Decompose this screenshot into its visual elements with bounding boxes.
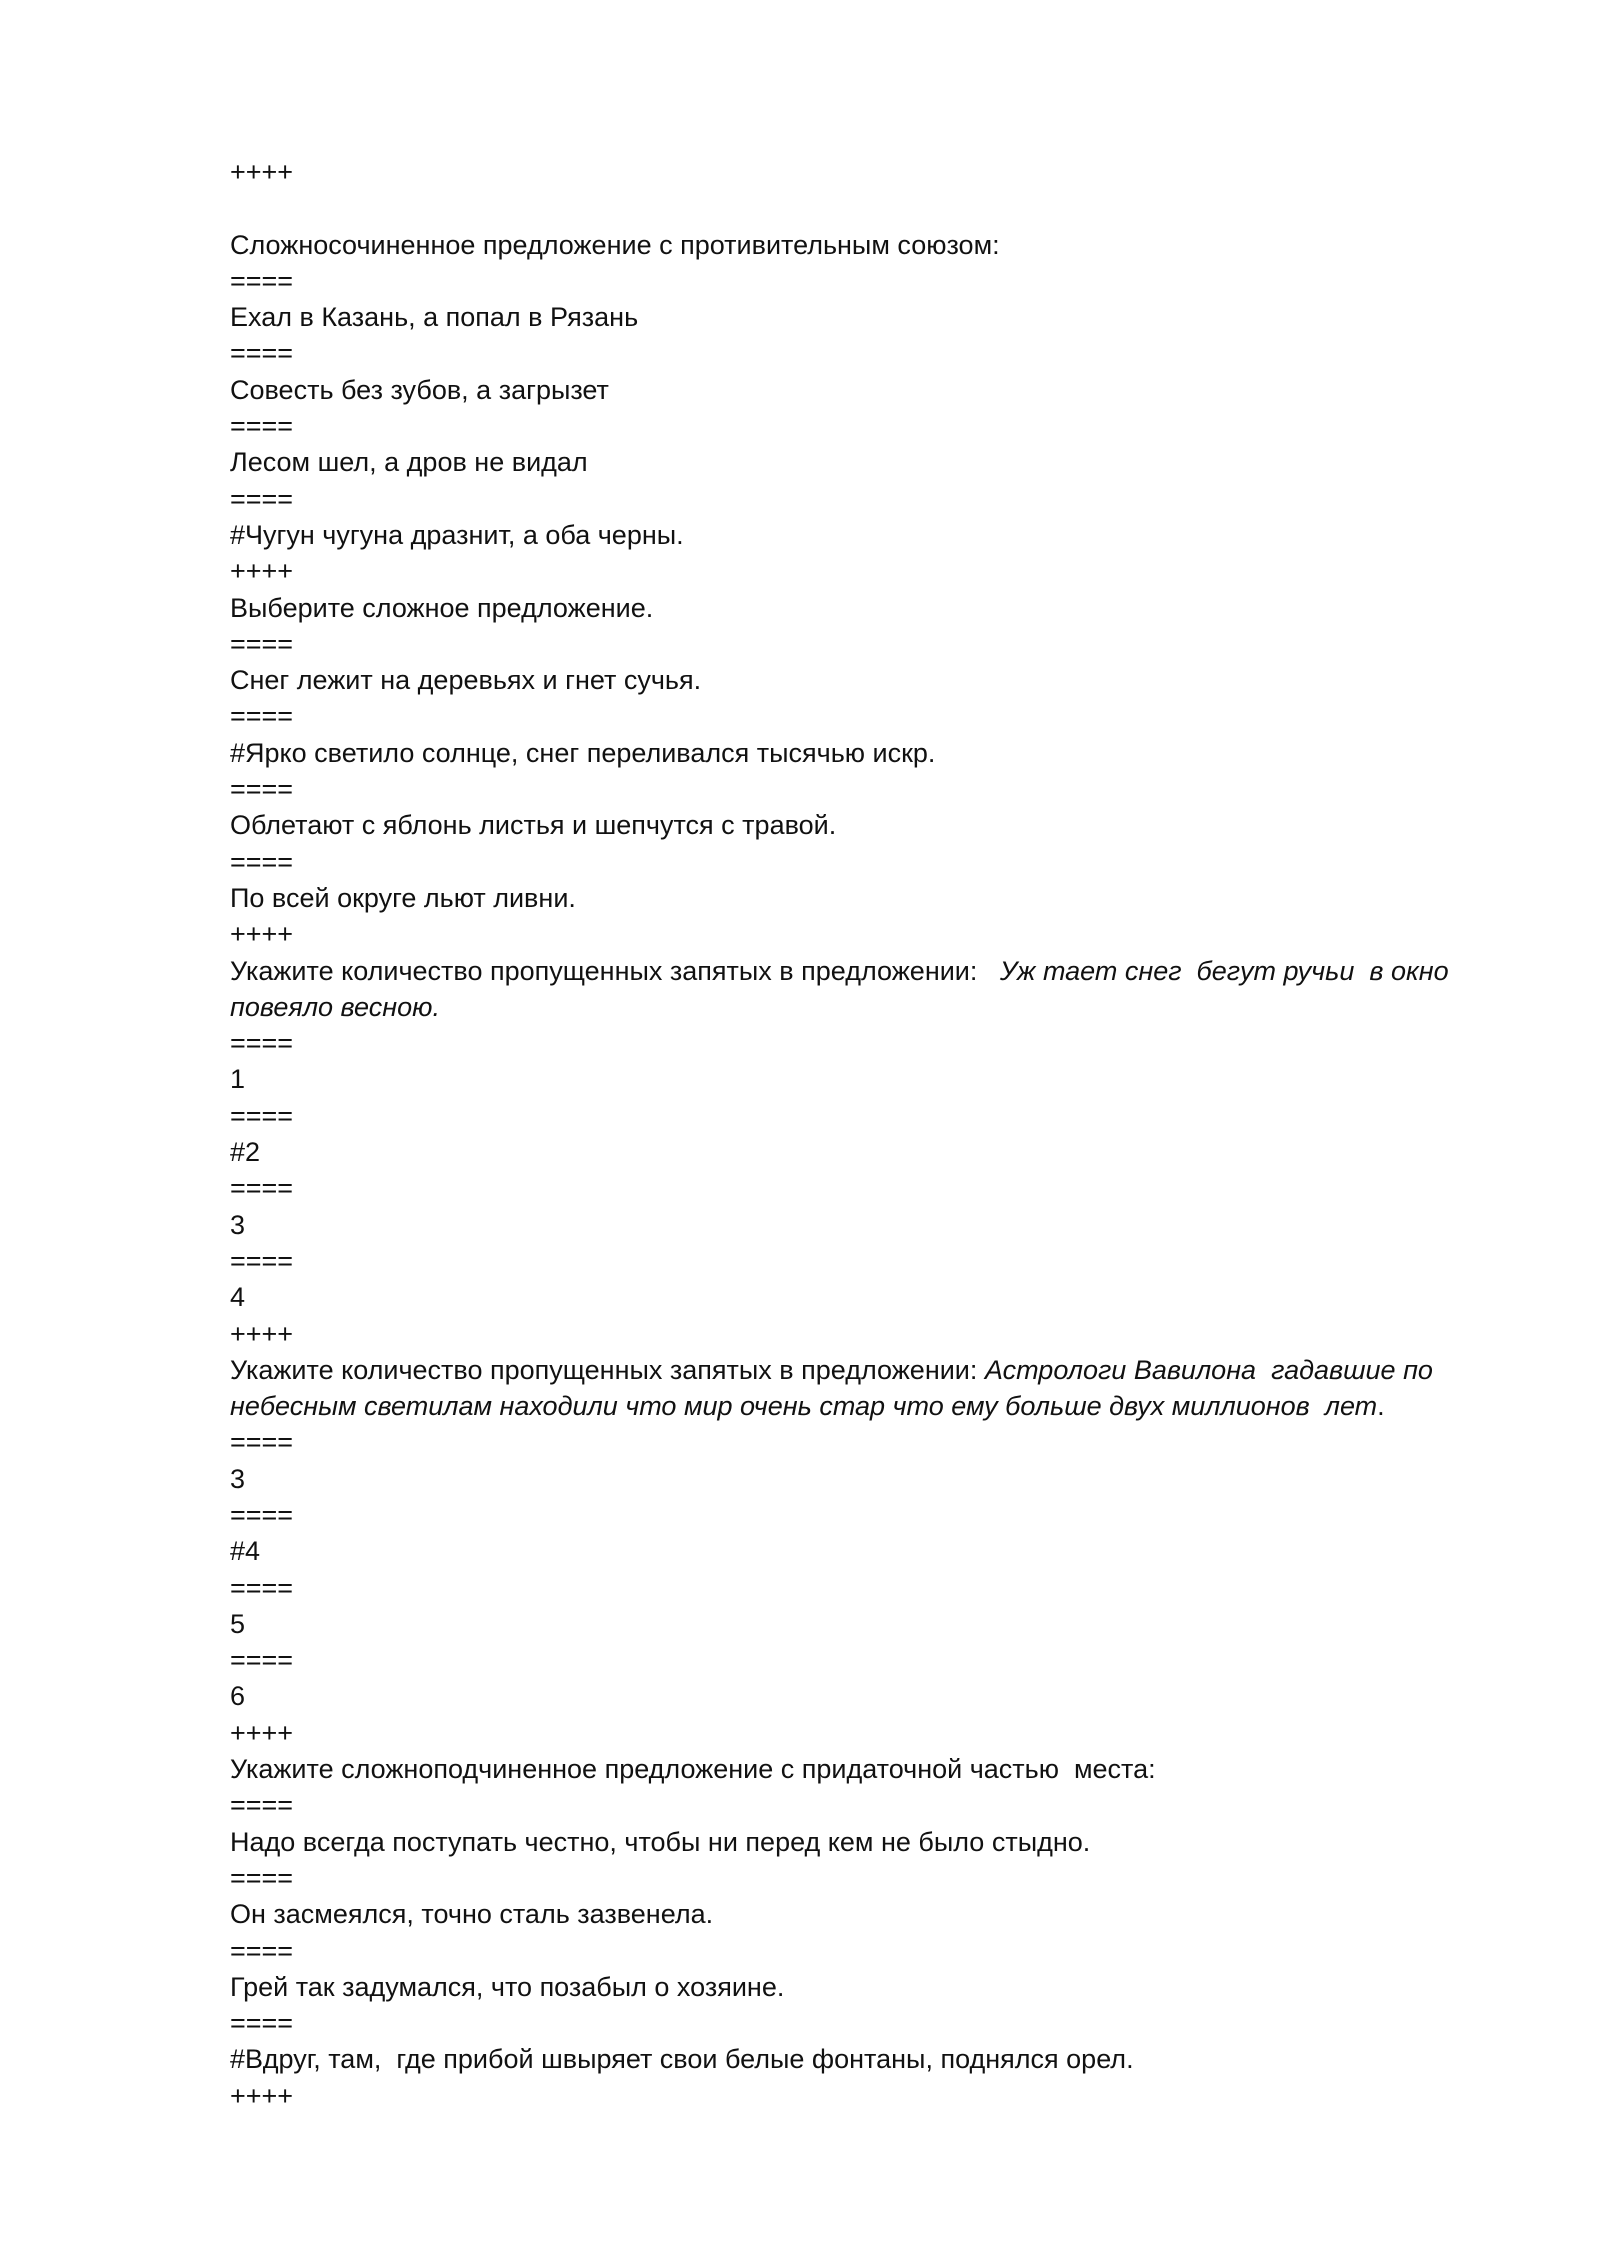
answer-option: Надо всегда поступать честно, чтобы ни перед кем не было стыдно. [230, 1826, 1091, 1857]
option-marker: ==== [230, 1572, 294, 1603]
option-marker: ==== [230, 701, 294, 732]
option-marker: ==== [230, 483, 294, 514]
question-text: Укажите сложноподчиненное предложение с придаточной частью места: [230, 1754, 1156, 1785]
answer-option: Лесом шел, а дров не видал [230, 447, 588, 478]
option-marker: ==== [230, 338, 294, 369]
answer-option-correct: #4 [230, 1536, 261, 1567]
question-prompt: Укажите количество пропущенных запятых в предложении: [230, 1354, 985, 1385]
option-marker: ==== [230, 1499, 294, 1530]
option-marker: ==== [230, 846, 294, 877]
question-example: Уж тает снег бегут ручьи в окно повеяло весною. [230, 955, 1457, 1022]
option-marker: ==== [230, 2008, 294, 2039]
option-marker: ==== [230, 1028, 294, 1059]
block-marker: ++++ [230, 1318, 294, 1349]
option-marker: ==== [230, 1935, 294, 1966]
question-text [230, 953, 1470, 1026]
block-marker: ++++ [230, 919, 294, 950]
option-marker: ==== [230, 628, 294, 659]
answer-option: 5 [230, 1608, 246, 1639]
block-marker: ++++ [230, 157, 294, 187]
option-marker: ==== [230, 1245, 294, 1276]
option-marker: ==== [230, 774, 294, 805]
block-marker: ++++ [230, 2080, 294, 2111]
blank-line [230, 190, 1470, 226]
block-marker: ++++ [230, 1717, 294, 1748]
answer-option: Совесть без зубов, а загрызет [230, 374, 609, 405]
answer-option: По всей округе льют ливни. [230, 882, 576, 913]
option-marker: ==== [230, 265, 294, 296]
option-marker: ==== [230, 1645, 294, 1676]
option-marker: ==== [230, 1173, 294, 1204]
answer-option: Ехал в Казань, а попал в Рязань [230, 302, 639, 333]
question-text [230, 1352, 1470, 1425]
answer-option: Грей так задумался, что позабыл о хозяине. [230, 1971, 785, 2002]
question-example: Астрологи Вавилона гадавшие по небесным светилам находили что мир очень стар что ему больше двух миллионов лет [230, 1354, 1441, 1422]
answer-option-correct: #Ярко светило солнце, снег переливался тысячью искр. [230, 737, 936, 768]
question-text: Выберите сложное предложение. [230, 592, 654, 623]
question-text: Сложносочиненное предложение с противительным союзом: [230, 229, 1000, 260]
answer-option: 4 [230, 1282, 246, 1313]
document-body [230, 154, 1470, 2114]
answer-option: 3 [230, 1209, 246, 1240]
question-end: . [1377, 1391, 1385, 1422]
answer-option: Снег лежит на деревьях и гнет сучья. [230, 665, 702, 696]
answer-option-correct: #2 [230, 1137, 261, 1168]
option-marker: ==== [230, 411, 294, 442]
answer-option-correct: #Вдруг, там, где прибой швыряет свои белые фонтаны, поднялся орел. [230, 2044, 1134, 2075]
answer-option: Облетают с яблонь листья и шепчутся с травой. [230, 810, 837, 841]
answer-option-correct: #Чугун чугуна дразнит, а оба черны. [230, 519, 684, 550]
option-marker: ==== [230, 1862, 294, 1893]
answer-option: 6 [230, 1681, 246, 1712]
option-marker: ==== [230, 1427, 294, 1458]
block-marker: ++++ [230, 556, 294, 587]
option-marker: ==== [230, 1100, 294, 1131]
answer-option: 1 [230, 1064, 246, 1095]
option-marker: ==== [230, 1790, 294, 1821]
question-prompt: Укажите количество пропущенных запятых в предложении: [230, 955, 1000, 986]
answer-option: Он засмеялся, точно сталь зазвенела. [230, 1899, 714, 1930]
answer-option: 3 [230, 1463, 246, 1494]
